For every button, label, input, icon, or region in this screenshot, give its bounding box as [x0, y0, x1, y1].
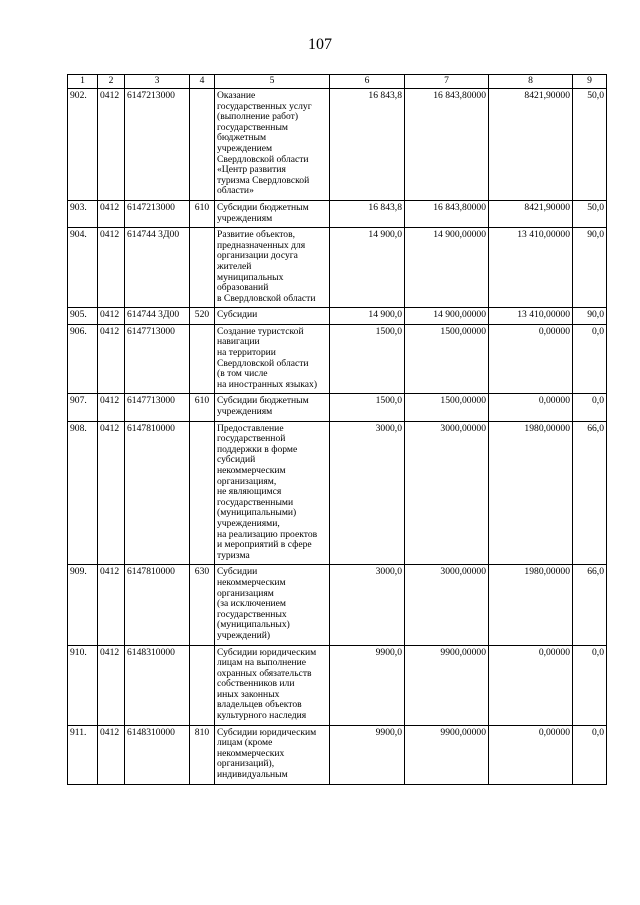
planned-amount: 3000,0 — [330, 421, 405, 565]
approved-amount: 1500,00000 — [405, 324, 489, 394]
execution-percent: 0,0 — [573, 645, 607, 725]
target-article-code: 6147213000 — [125, 89, 190, 201]
planned-amount: 9900,0 — [330, 725, 405, 784]
item-name: Создание туристской навигации на территории Свердловской области (в том числе на иностранных языках) — [215, 324, 330, 394]
executed-amount: 1980,00000 — [489, 421, 573, 565]
expense-type-code: 610 — [190, 200, 215, 227]
row-number: 902. — [68, 89, 98, 201]
expense-type-code — [190, 324, 215, 394]
expense-type-code — [190, 89, 215, 201]
target-article-code: 6147713000 — [125, 394, 190, 421]
column-header-1: 1 — [68, 75, 98, 89]
row-number: 908. — [68, 421, 98, 565]
target-article-code: 6148310000 — [125, 645, 190, 725]
executed-amount: 8421,90000 — [489, 200, 573, 227]
item-name: Оказание государственных услуг (выполнение работ) государственным бюджетным учреждением Свердловской области «Центр развития туризма Свердловской области» — [215, 89, 330, 201]
execution-percent: 90,0 — [573, 308, 607, 325]
row-number: 907. — [68, 394, 98, 421]
table-row — [68, 725, 607, 784]
item-name: Субсидии юридическим лицам на выполнение охранных обязательств собственников или иных законных владельцев объектов культурного наследия — [215, 645, 330, 725]
column-header-7: 7 — [405, 75, 489, 89]
approved-amount: 9900,00000 — [405, 645, 489, 725]
section-code: 0412 — [98, 228, 125, 308]
expense-type-code: 630 — [190, 565, 215, 645]
execution-percent: 66,0 — [573, 421, 607, 565]
column-header-4: 4 — [190, 75, 215, 89]
page-number: 107 — [308, 36, 332, 53]
target-article-code: 614744 3Д00 — [125, 228, 190, 308]
approved-amount: 14 900,00000 — [405, 228, 489, 308]
planned-amount: 16 843,8 — [330, 89, 405, 201]
table-row — [68, 308, 607, 325]
expense-type-code — [190, 228, 215, 308]
target-article-code: 6147810000 — [125, 421, 190, 565]
expense-type-code: 520 — [190, 308, 215, 325]
executed-amount: 1980,00000 — [489, 565, 573, 645]
approved-amount: 1500,00000 — [405, 394, 489, 421]
column-header-2: 2 — [98, 75, 125, 89]
planned-amount: 1500,0 — [330, 394, 405, 421]
table-row — [68, 200, 607, 227]
planned-amount: 9900,0 — [330, 645, 405, 725]
planned-amount: 1500,0 — [330, 324, 405, 394]
section-code: 0412 — [98, 421, 125, 565]
expense-type-code: 810 — [190, 725, 215, 784]
execution-percent: 50,0 — [573, 200, 607, 227]
column-header-3: 3 — [125, 75, 190, 89]
row-number: 904. — [68, 228, 98, 308]
planned-amount: 14 900,0 — [330, 228, 405, 308]
approved-amount: 3000,00000 — [405, 421, 489, 565]
section-code: 0412 — [98, 200, 125, 227]
table-row — [68, 228, 607, 308]
target-article-code: 614744 3Д00 — [125, 308, 190, 325]
approved-amount: 16 843,80000 — [405, 200, 489, 227]
execution-percent: 90,0 — [573, 228, 607, 308]
item-name: Субсидии юридическим лицам (кроме некоммерческих организаций), индивидуальным — [215, 725, 330, 784]
target-article-code: 6147810000 — [125, 565, 190, 645]
target-article-code: 6147713000 — [125, 324, 190, 394]
executed-amount: 13 410,00000 — [489, 228, 573, 308]
executed-amount: 8421,90000 — [489, 89, 573, 201]
approved-amount: 3000,00000 — [405, 565, 489, 645]
item-name: Субсидии бюджетным учреждениям — [215, 200, 330, 227]
row-number: 906. — [68, 324, 98, 394]
execution-percent: 0,0 — [573, 324, 607, 394]
row-number: 903. — [68, 200, 98, 227]
row-number: 909. — [68, 565, 98, 645]
budget-table — [67, 74, 607, 785]
executed-amount: 13 410,00000 — [489, 308, 573, 325]
planned-amount: 3000,0 — [330, 565, 405, 645]
item-name: Предоставление государственной поддержки в форме субсидий некоммерческим организациям, не являющимся государственными (муниципальными) учреждениями, на реализацию проектов и мероприятий в сфере туризма — [215, 421, 330, 565]
target-article-code: 6148310000 — [125, 725, 190, 784]
approved-amount: 9900,00000 — [405, 725, 489, 784]
approved-amount: 14 900,00000 — [405, 308, 489, 325]
section-code: 0412 — [98, 645, 125, 725]
executed-amount: 0,00000 — [489, 324, 573, 394]
table-row — [68, 421, 607, 565]
row-number: 910. — [68, 645, 98, 725]
item-name: Субсидии некоммерческим организациям (за исключением государственных (муниципальных) учреждений) — [215, 565, 330, 645]
execution-percent: 50,0 — [573, 89, 607, 201]
column-header-8: 8 — [489, 75, 573, 89]
target-article-code: 6147213000 — [125, 200, 190, 227]
executed-amount: 0,00000 — [489, 394, 573, 421]
table-header-row — [68, 75, 607, 89]
table-row — [68, 394, 607, 421]
expense-type-code — [190, 421, 215, 565]
planned-amount: 14 900,0 — [330, 308, 405, 325]
execution-percent: 0,0 — [573, 725, 607, 784]
column-header-6: 6 — [330, 75, 405, 89]
planned-amount: 16 843,8 — [330, 200, 405, 227]
section-code: 0412 — [98, 565, 125, 645]
executed-amount: 0,00000 — [489, 645, 573, 725]
expense-type-code — [190, 645, 215, 725]
table-row — [68, 324, 607, 394]
executed-amount: 0,00000 — [489, 725, 573, 784]
item-name: Субсидии бюджетным учреждениям — [215, 394, 330, 421]
execution-percent: 66,0 — [573, 565, 607, 645]
column-header-5: 5 — [215, 75, 330, 89]
section-code: 0412 — [98, 89, 125, 201]
approved-amount: 16 843,80000 — [405, 89, 489, 201]
column-header-9: 9 — [573, 75, 607, 89]
item-name: Развитие объектов, предназначенных для организации досуга жителей муниципальных образований в Свердловской области — [215, 228, 330, 308]
table-body — [68, 89, 607, 785]
row-number: 911. — [68, 725, 98, 784]
section-code: 0412 — [98, 324, 125, 394]
table-row — [68, 645, 607, 725]
section-code: 0412 — [98, 725, 125, 784]
execution-percent: 0,0 — [573, 394, 607, 421]
table-row — [68, 89, 607, 201]
expense-type-code: 610 — [190, 394, 215, 421]
section-code: 0412 — [98, 308, 125, 325]
row-number: 905. — [68, 308, 98, 325]
section-code: 0412 — [98, 394, 125, 421]
item-name: Субсидии — [215, 308, 330, 325]
table-row — [68, 565, 607, 645]
